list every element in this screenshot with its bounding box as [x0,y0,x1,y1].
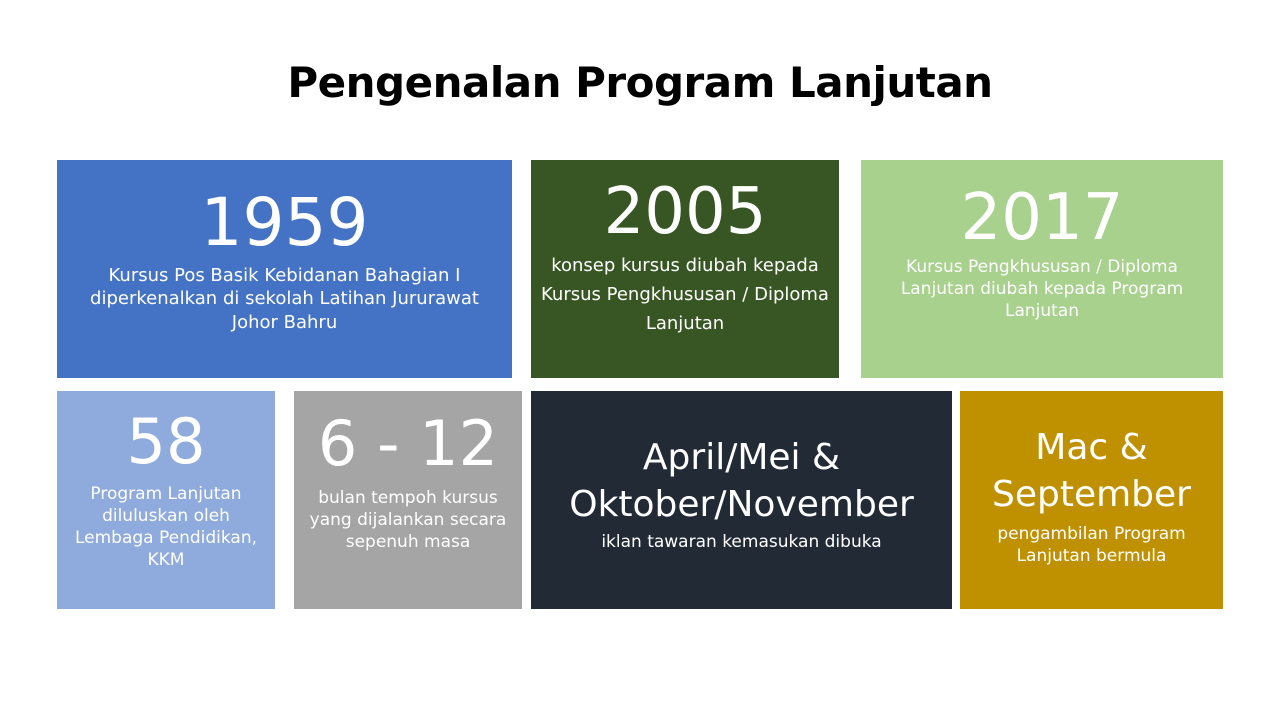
tile-description: iklan tawaran kemasukan dibuka [601,531,882,552]
tile-2017 [861,160,1223,378]
tile-2005 [531,160,839,378]
tile-headline: Mac & September [992,427,1191,515]
tile-58-programs [57,391,275,609]
tile-description: pengambilan Program Lanjutan bermula [997,523,1186,566]
tile-description: bulan tempoh kursus yang dijalankan secara sepenuh masa [309,488,507,553]
tile-intake-start [960,391,1223,609]
tile-description: konsep kursus diubah kepada Kursus Pengkhususan / Diploma Lanjutan [541,255,829,334]
tile-1959 [57,160,512,378]
tile-course-duration [294,391,522,609]
tile-headline: 2017 [960,181,1124,255]
tile-description: Kursus Pengkhususan / Diploma Lanjutan diubah kepada Program Lanjutan [900,257,1184,322]
tile-admission-ads [531,391,952,609]
slide-title: Pengenalan Program Lanjutan [287,58,993,107]
tile-headline: 1959 [200,184,369,261]
tile-description: Program Lanjutan diluluskan oleh Lembaga Pendidikan, KKM [74,484,258,571]
tile-headline: April/Mei & Oktober/November [569,437,914,525]
tile-headline: 2005 [603,175,767,249]
tile-description: Kursus Pos Basik Kebidanan Bahagian I diperkenalkan di sekolah Latihan Jururawat Johor Bahru [90,265,479,333]
tile-headline: 58 [126,405,206,478]
tile-headline: 6 - 12 [317,407,499,480]
